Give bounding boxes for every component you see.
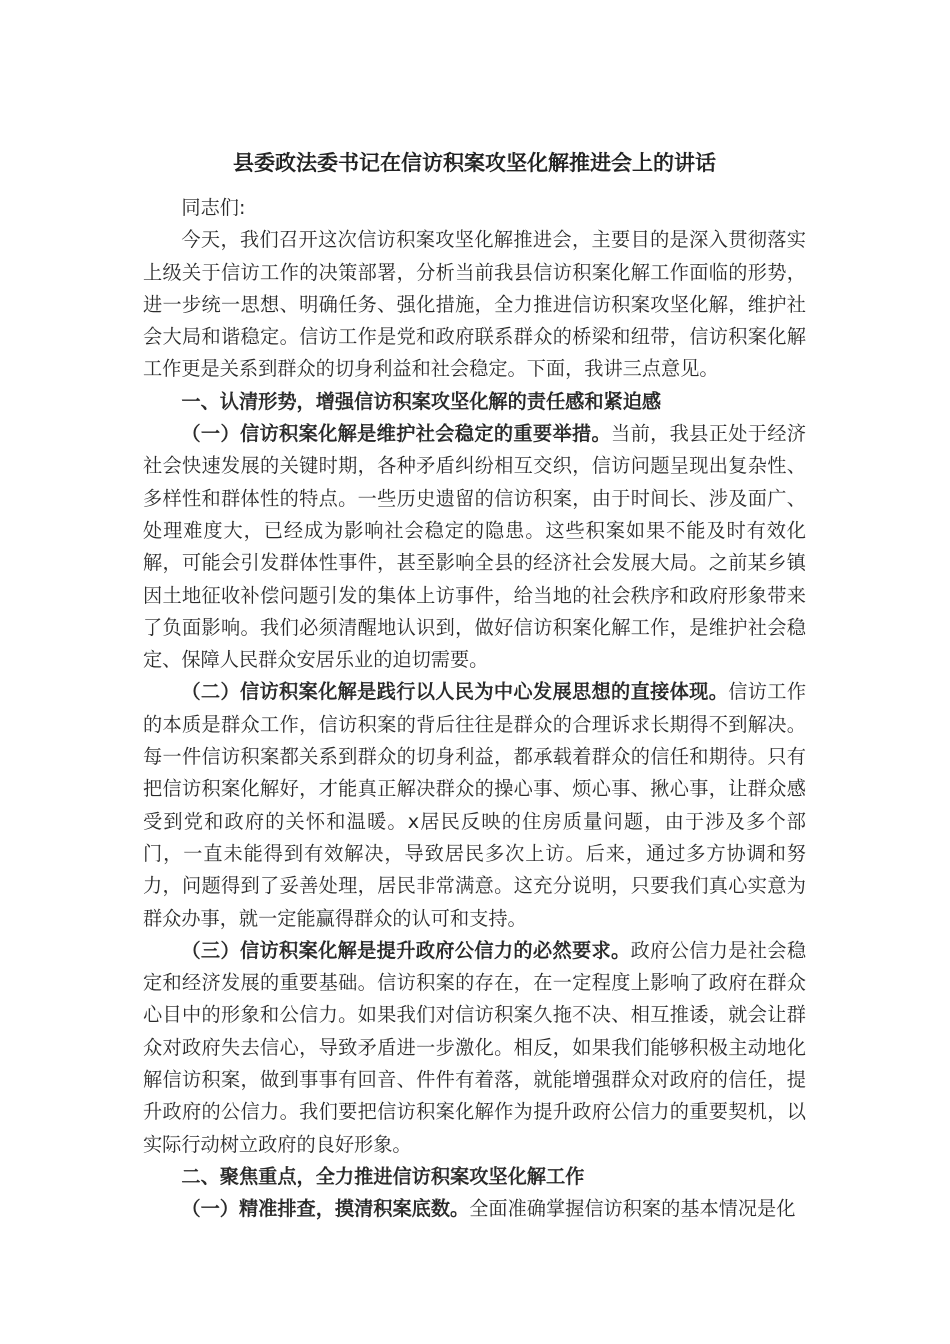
paragraph-lead: （三）信访积案化解是提升政府公信力的必然要求。 bbox=[181, 938, 631, 962]
section-heading-2: 二、聚焦重点，全力推进信访积案攻坚化解工作 bbox=[181, 1164, 585, 1188]
paragraph-text: 今天，我们召开这次信访积案攻坚化解推进会，主要目的是深入贯彻落实上级关于信访工作的决策部署，分析当前我县信访积案化解工作面临的形势，进一步统一思想、明确任务、强化措施，全力推进信访积案攻坚化解，维护社会大局和谐稳定。信访工作是党和政府联系群众的桥梁和纽带，信访积案化解工作更是关系到群众的切身利益和社会稳定。下面，我讲三点意见。 bbox=[143, 228, 806, 381]
document-title: 县委政法委书记在信访积案攻坚化解推进会上的讲话 bbox=[233, 151, 716, 175]
paragraph-1-3 bbox=[143, 935, 806, 1161]
paragraph-1-1 bbox=[143, 418, 806, 676]
paragraph-text: 全面准确掌握信访积案的基本情况是化 bbox=[469, 1197, 796, 1221]
paragraph-text: 信访工作的本质是群众工作，信访积案的背后往往是群众的合理诉求长期得不到解决。每一件信访积案都关系到群众的切身利益，都承载着群众的信任和期待。只有把信访积案化解好，才能真正解决群众的操心事、烦心事、揪心事，让群众感受到党和政府的关怀和温暖。x居民反映的住房质量问题，由于涉及多个部门，一直未能得到有效解决，导致居民多次上访。后来，通过多方协调和努力，问题得到了妥善处理，居民非常满意。这充分说明，只要我们真心实意为群众办事，就一定能赢得群众的认可和支持。 bbox=[143, 680, 807, 930]
paragraph-intro bbox=[143, 224, 806, 385]
paragraph-text: 政府公信力是社会稳定和经济发展的重要基础。信访积案的存在，在一定程度上影响了政府在群众心目中的形象和公信力。如果我们对信访积案久拖不决、相互推诿，就会让群众对政府失去信心，导致矛盾进一步激化。相反，如果我们能够积极主动地化解信访积案，做到事事有回音、件件有着落，就能增强群众对政府的信任，提升政府的公信力。我们要把信访积案化解作为提升政府公信力的重要契机，以实际行动树立政府的良好形象。 bbox=[143, 938, 807, 1156]
paragraph-lead: （二）信访积案化解是践行以人民为中心发展思想的直接体现。 bbox=[181, 680, 729, 704]
paragraph-lead: （一）精准排查，摸清积案底数。 bbox=[181, 1197, 470, 1221]
salutation: 同志们: bbox=[181, 196, 246, 219]
paragraph-lead: （一）信访积案化解是维护社会稳定的重要举措。 bbox=[181, 422, 612, 446]
paragraph-text: 当前，我县正处于经济社会快速发展的关键时期，各种矛盾纠纷相互交织，信访问题呈现出复杂性、多样性和群体性的特点。一些历史遗留的信访积案，由于时间长、涉及面广、处理难度大，已经成为影响社会稳定的隐患。这些积案如果不能及时有效化解，可能会引发群体性事件，甚至影响全县的经济社会发展大局。之前某乡镇因土地征收补偿问题引发的集体上访事件，给当地的社会秩序和政府形象带来了负面影响。我们必须清醒地认识到，做好信访积案化解工作，是维护社会稳定、保障人民群众安居乐业的迫切需要。 bbox=[143, 422, 807, 672]
paragraph-2-1 bbox=[143, 1193, 806, 1225]
document-page bbox=[143, 146, 806, 1226]
section-heading-1: 一、认清形势，增强信访积案攻坚化解的责任感和紧迫感 bbox=[181, 389, 662, 413]
paragraph-1-2 bbox=[143, 676, 806, 934]
